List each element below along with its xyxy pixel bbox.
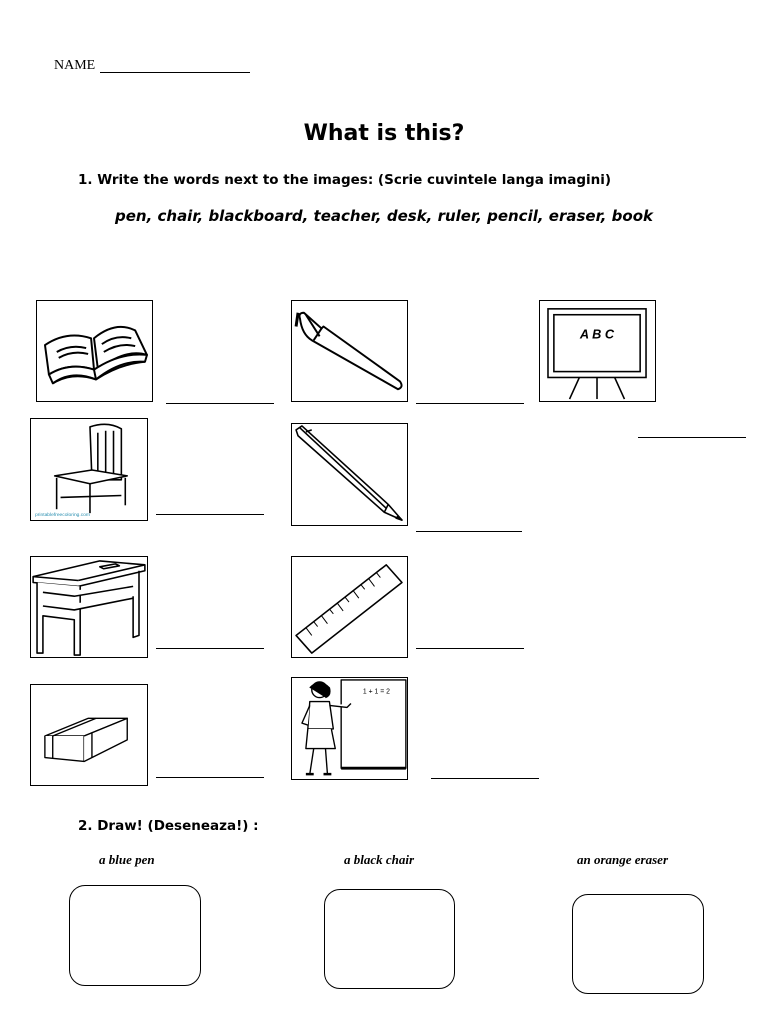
pencil-icon xyxy=(291,423,408,526)
worksheet-title: What is this? xyxy=(303,121,465,146)
teacher-icon xyxy=(291,677,408,780)
pen-icon xyxy=(291,300,408,402)
answer-line[interactable] xyxy=(156,777,264,778)
teacher-board-text: 1 + 1 = 2 xyxy=(362,688,391,696)
drawing-box-pen[interactable] xyxy=(69,885,201,986)
draw-label-pen: a blue pen xyxy=(99,852,155,867)
draw-label-chair: a black chair xyxy=(344,852,415,867)
chair-icon xyxy=(30,418,148,521)
ruler-icon xyxy=(291,556,408,658)
answer-line[interactable] xyxy=(638,437,746,438)
chair-watermark: printablefreecoloring.com xyxy=(35,513,90,519)
name-label: NAME xyxy=(54,58,96,73)
answer-line[interactable] xyxy=(416,531,522,532)
answer-line[interactable] xyxy=(156,514,264,515)
blackboard-icon xyxy=(539,300,656,402)
draw-label-eraser: an orange eraser xyxy=(577,852,669,867)
eraser-icon xyxy=(30,684,148,786)
exercise-1-instruction: 1. Write the words next to the images: (Scrie cuvintele langa imagini) xyxy=(78,172,612,188)
drawing-box-chair[interactable] xyxy=(324,889,455,989)
answer-line[interactable] xyxy=(431,778,539,779)
book-icon xyxy=(36,300,153,402)
name-answer-line[interactable] xyxy=(100,72,250,73)
exercise-2-instruction: 2. Draw! (Deseneaza!) : xyxy=(78,818,259,834)
answer-line[interactable] xyxy=(416,403,524,404)
answer-line[interactable] xyxy=(416,648,524,649)
answer-line[interactable] xyxy=(166,403,274,404)
drawing-box-eraser[interactable] xyxy=(572,894,704,994)
blackboard-text: A B C xyxy=(579,326,615,342)
word-bank: pen, chair, blackboard, teacher, desk, ruler, pencil, eraser, book xyxy=(114,207,654,225)
desk-icon xyxy=(30,556,148,658)
answer-line[interactable] xyxy=(156,648,264,649)
